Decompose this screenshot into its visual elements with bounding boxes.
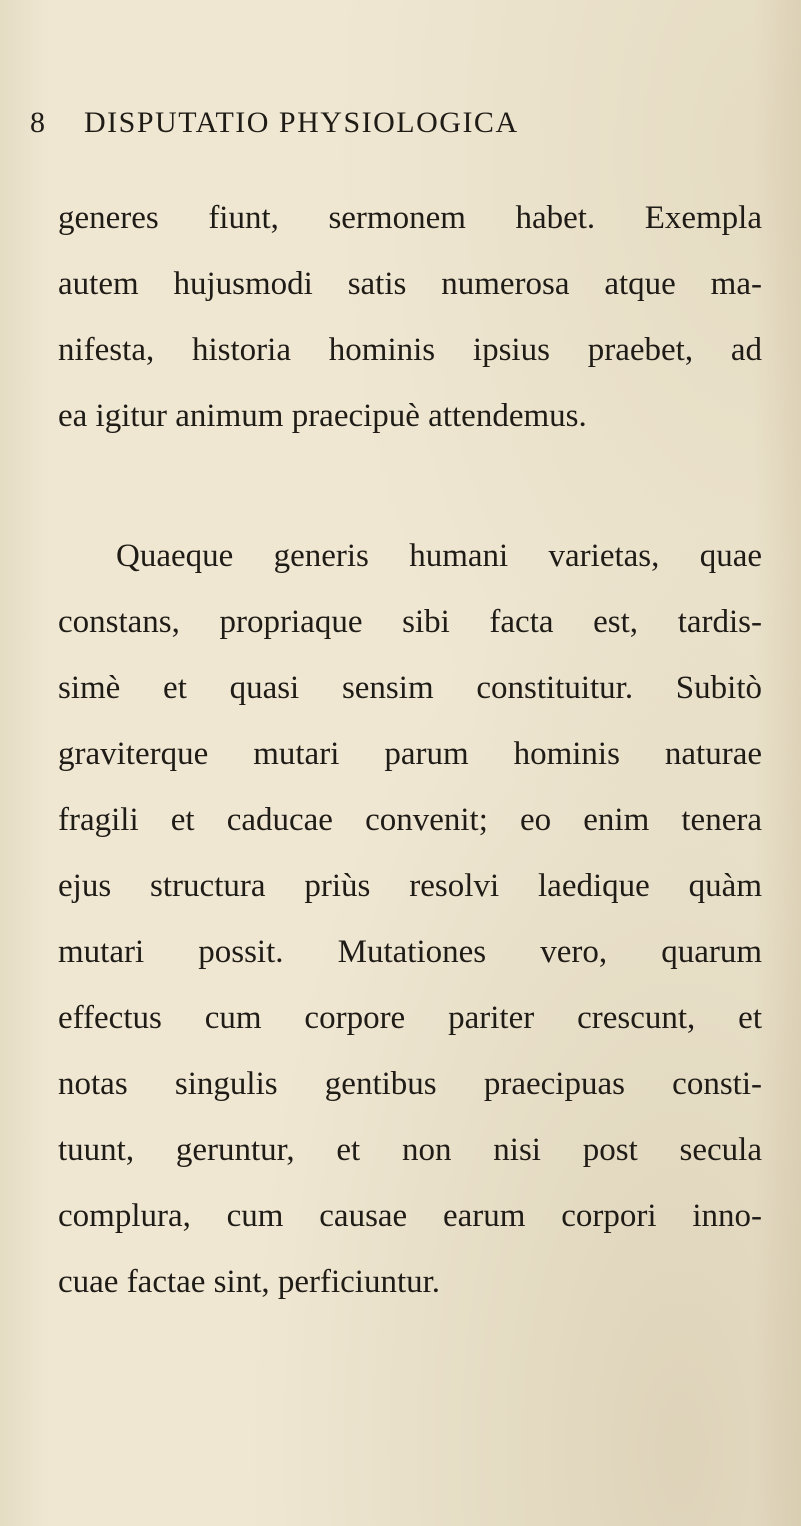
header-title: DISPUTATIO PHYSIOLOGICA	[84, 106, 519, 139]
running-head	[30, 106, 720, 146]
text-line: graviterque mutari parum hominis naturae	[58, 736, 762, 772]
text-line: nifesta, historia hominis ipsius praebet, ad	[58, 332, 762, 368]
text-line: tuunt, geruntur, et non nisi post secula	[58, 1132, 762, 1168]
text-line: Quaeque generis humani varietas, quae	[116, 538, 762, 574]
text-line: fragili et caducae convenit; eo enim tenera	[58, 802, 762, 838]
text-line: autem hujusmodi satis numerosa atque ma-	[58, 266, 762, 302]
text-line: generes fiunt, sermonem habet. Exempla	[58, 200, 762, 236]
text-line: complura, cum causae earum corpori inno-	[58, 1198, 762, 1234]
page-number: 8	[30, 106, 46, 139]
paragraph-gap	[58, 449, 762, 523]
text-line: mutari possit. Mutationes vero, quarum	[58, 934, 762, 970]
text-line: cuae factae sint, perficiuntur.	[58, 1264, 441, 1300]
body-text	[58, 185, 762, 1315]
text-line: effectus cum corpore pariter crescunt, et	[58, 1000, 762, 1036]
text-line: ejus structura priùs resolvi laedique quàm	[58, 868, 762, 904]
paragraph-1	[58, 185, 762, 449]
text-line: simè et quasi sensim constituitur. Subitò	[58, 670, 762, 706]
paragraph-2	[58, 523, 762, 1315]
text-line: notas singulis gentibus praecipuas consti-	[58, 1066, 762, 1102]
text-line: ea igitur animum praecipuè attendemus.	[58, 398, 587, 434]
text-line: constans, propriaque sibi facta est, tardis-	[58, 604, 762, 640]
